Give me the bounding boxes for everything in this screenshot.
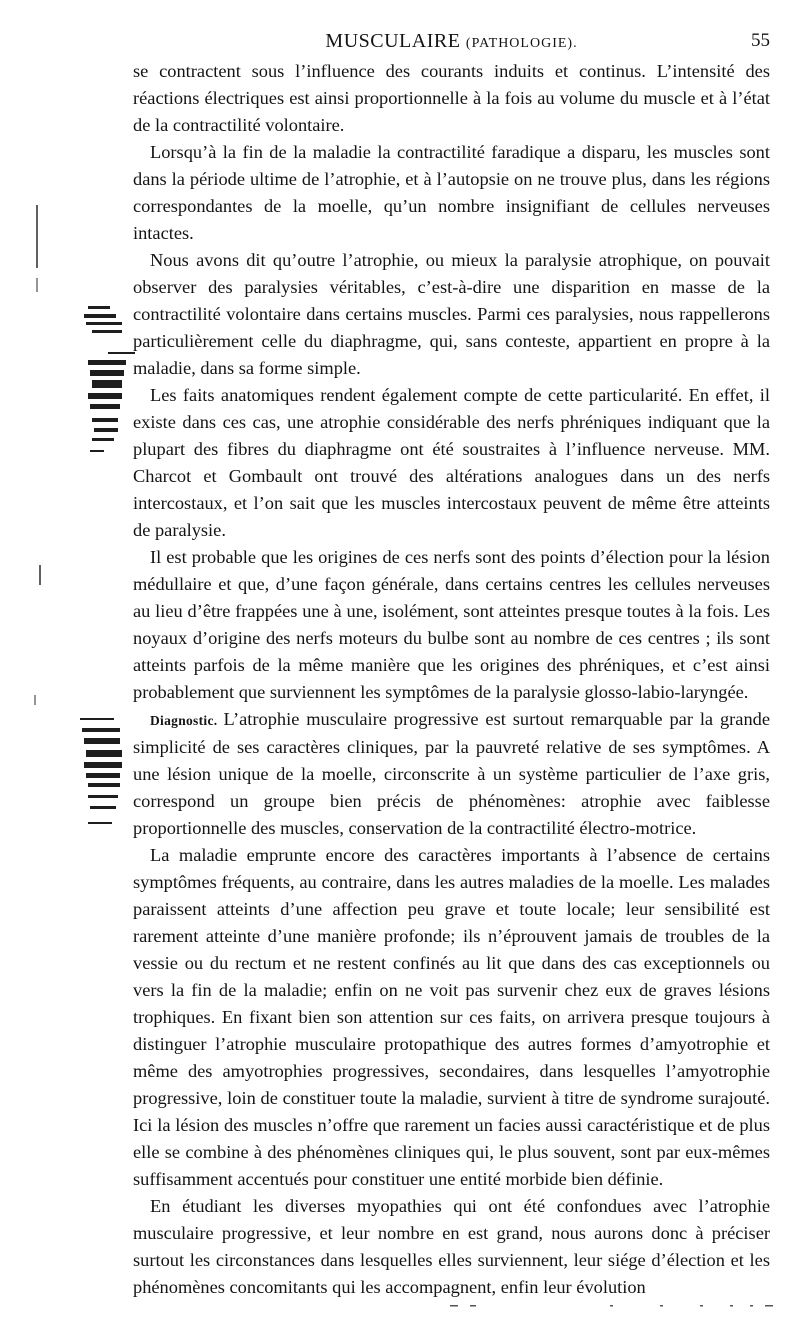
paragraph-1 [133, 58, 770, 139]
footer-scan-marks [440, 1300, 780, 1310]
paragraph-8 [133, 1193, 770, 1301]
running-title-main: MUSCULAIRE [325, 30, 461, 52]
page-number: 55 [751, 30, 770, 51]
running-header [133, 30, 770, 58]
paragraph-text: Nous avons dit qu’outre l’atrophie, ou mieux la paralysie atrophique, on pouvait observer des paralysies véritables, c’est-à-dire une disparition en masse de la contractilité volontaire dans certains muscles. Parmi ces paralysies, nous rappellerons particulièrement celle du diaphragme, qui, sans conteste, appartient en propre à la maladie, dans sa forme simple. [133, 250, 770, 378]
paragraph-3 [133, 247, 770, 382]
body-text [133, 58, 770, 1301]
paragraph-text: L’atrophie musculaire progressive est surtout remarquable par la grande simplicité de ses caractères cliniques, par la pauvreté relative de ses symptômes. A une lésion unique de la moelle, circonscrite à un système particulier de l’axe gris, correspond un groupe bien précis de phénomènes: atrophie avec faiblesse proportionnelle des muscles, conservation de la contractilité électro-motrice. [133, 709, 770, 838]
paragraph-4 [133, 382, 770, 544]
paragraph-text: se contractent sous l’influence des courants induits et continus. L’intensité des réactions électriques est ainsi proportionnelle à la fois au volume du muscle et à l’état de la contractilité volontaire. [133, 61, 770, 135]
paragraph-text: Les faits anatomiques rendent également compte de cette particularité. En effet, il existe dans ces cas, une atrophie considérable des nerfs phréniques indiquant que la plupart des fibres du diaphragme ont été soustraites à l’influence nerveuse. MM. Charcot et Gombault ont trouvé des altérations analogues dans un des nerfs intercostaux, et l’on sait que les muscles intercostaux peuvent de même être atteints de paralysie. [133, 385, 770, 540]
paragraph-text: Lorsqu’à la fin de la maladie la contractilité faradique a disparu, les muscles sont dans la période ultime de l’atrophie, et à l’autopsie on ne trouve plus, dans les régions correspondantes de la moelle, qu’un nombre insignifiant de cellules nerveuses intactes. [133, 142, 770, 243]
paragraph-text: Il est probable que les origines de ces nerfs sont des points d’élection pour la lésion médullaire et que, d’une façon générale, dans certains centres les cellules nerveuses au lieu d’être frappées une à une, isolément, sont atteintes presque toutes à la fois. Les noyaux d’origine des nerfs moteurs du bulbe sont au nombre de ces centres ; ils sont atteints parfois de la même manière que les origines des phréniques, et c’est ainsi probablement que surviennent les symptômes de la paralysie glosso-labio-laryngée. [133, 547, 770, 702]
paragraph-diagnostic [133, 706, 770, 842]
paragraph-text: La maladie emprunte encore des caractères importants à l’absence de certains symptômes fréquents, au contraire, dans les autres maladies de la moelle. Les malades paraissent atteints d’une affection peu grave et toute locale; leur sensibilité est rarement atteinte d’une manière profonde; ils n’éprouvent jamais de troubles de la vessie ou du rectum et ne restent confinés au lit que dans des cas exceptionnels ou vers la fin de la maladie; enfin on ne voit pas survenir chez eux de graves lésions trophiques. En fixant bien son attention sur ces faits, on arrivera presque toujours à distinguer l’atrophie musculaire protopathique des autres formes d’amyotrophie et même des amyotrophies progressives, secondaires, dans lesquelles l’amyotrophie progressive, loin de constituer toute la maladie, survient à titre de syndrome surajouté. Ici la lésion des muscles n’offre que rarement un facies aussi caractéristique et de plus elle se combine à des phénomènes cliniques qui, le plus souvent, sont par eux-mêmes suffisamment accentués pour constituer une entité morbide bien définie. [133, 845, 770, 1189]
running-title-sub: (PATHOLOGIE). [465, 36, 578, 51]
paragraph-5 [133, 544, 770, 706]
paragraph-text: En étudiant les diverses myopathies qui ont été confondues avec l’atrophie musculaire progressive, et leur nombre en est grand, nous aurons donc à préciser surtout les circonstances dans lesquelles elles surviennent, leur siége d’élection et les phénomènes concomitants qui les accompagnent, enfin leur évolution [133, 1196, 770, 1297]
running-title [133, 30, 770, 53]
paragraph-7 [133, 842, 770, 1193]
section-label-diagnostic: Diagnostic. [150, 713, 218, 728]
paragraph-2 [133, 139, 770, 247]
margin-scan-marks [0, 0, 135, 1342]
